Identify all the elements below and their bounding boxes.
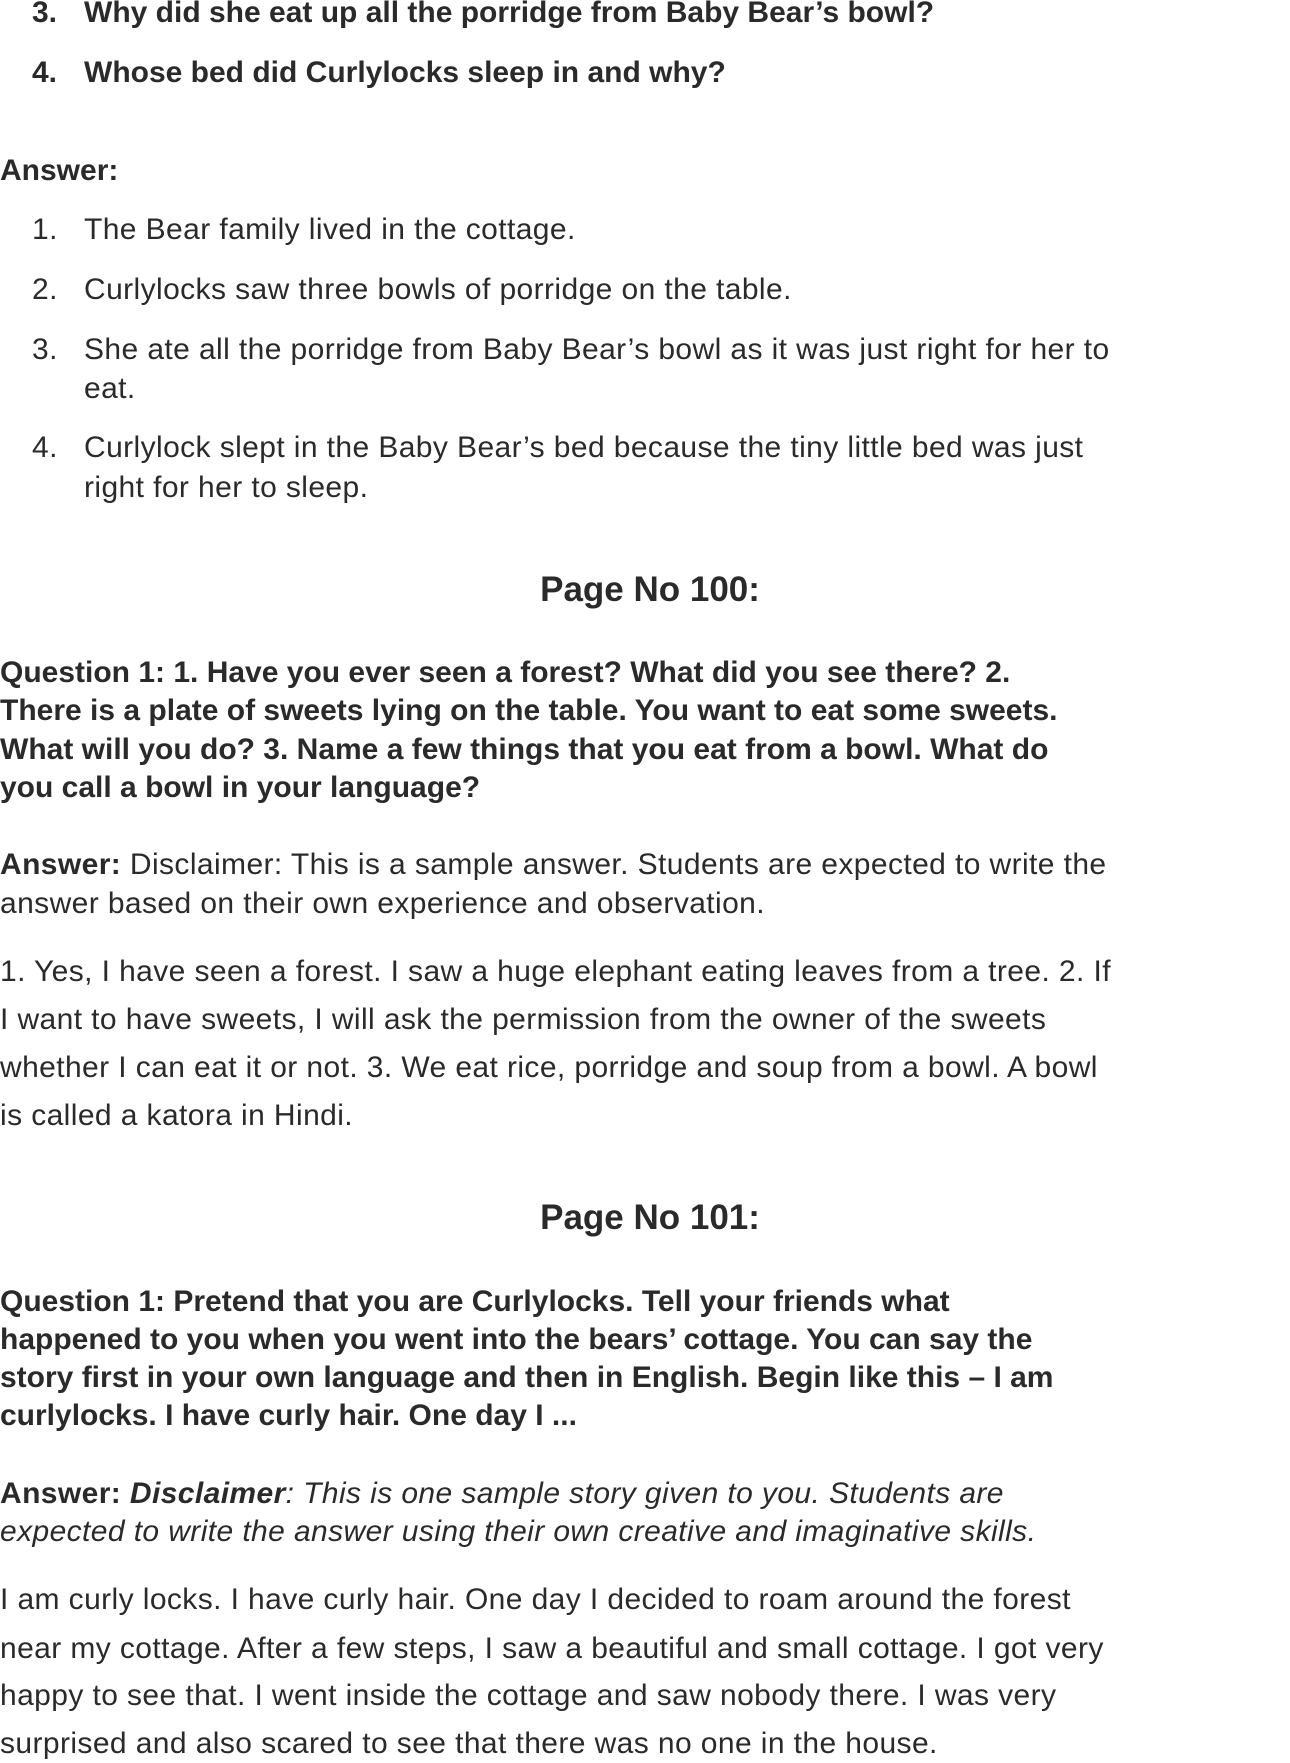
paragraph-line: is called a katora in Hindi. xyxy=(0,1099,354,1132)
page100-answer-line xyxy=(0,846,1107,884)
paragraph-line: happy to see that. I went inside the cottage and saw nobody there. I was very xyxy=(0,1679,1057,1712)
disclaimer-text: expected to write the answer using their own creative and imaginative skills. xyxy=(0,1515,1037,1548)
disclaimer-text: : This is one sample story given to you. Students are xyxy=(285,1477,1004,1510)
answer-text: She ate all the porridge from Baby Bear’s bowl as it was just right for her to xyxy=(84,333,1110,366)
disclaimer-label: Disclaimer xyxy=(129,1477,286,1510)
answer-text: eat. xyxy=(84,372,136,405)
paragraph-line: I want to have sweets, I will ask the permission from the owner of the sweets xyxy=(0,1003,1047,1036)
question-line: story first in your own language and then in English. Begin like this – I am xyxy=(0,1361,1054,1394)
page-heading-101: Page No 101: xyxy=(540,1198,760,1237)
answer-text: Curlylock slept in the Baby Bear’s bed because the tiny little bed was just xyxy=(84,431,1084,464)
question-line: There is a plate of sweets lying on the table. You want to eat some sweets. xyxy=(0,694,1058,727)
answer-text: The Bear family lived in the cottage. xyxy=(84,213,576,246)
answer-label: Answer: xyxy=(0,1477,130,1510)
question-line: happened to you when you went into the bears’ cottage. You can say the xyxy=(0,1323,1033,1356)
question-line: Question 1: 1. Have you ever seen a forest? What did you see there? 2. xyxy=(0,656,1011,689)
paragraph-line: I am curly locks. I have curly hair. One day I decided to roam around the forest xyxy=(0,1583,1071,1616)
question-number: 3. xyxy=(32,0,58,29)
answer-label: Answer: xyxy=(0,848,122,881)
paragraph-line: whether I can eat it or not. 3. We eat rice, porridge and soup from a bowl. A bowl xyxy=(0,1051,1098,1084)
question-line: Question 1: Pretend that you are Curlylocks. Tell your friends what xyxy=(0,1285,950,1318)
page101-answer-line xyxy=(0,1475,1004,1513)
question-text: Whose bed did Curlylocks sleep in and why? xyxy=(84,56,726,89)
answer-number: 1. xyxy=(32,213,58,246)
answer-number: 2. xyxy=(32,273,58,306)
question-number: 4. xyxy=(32,56,58,89)
paragraph-line: 1. Yes, I have seen a forest. I saw a huge elephant eating leaves from a tree. 2. If xyxy=(0,955,1111,988)
page-heading-100: Page No 100: xyxy=(540,570,760,609)
answer-text: right for her to sleep. xyxy=(84,471,369,504)
question-line: curlylocks. I have curly hair. One day I ... xyxy=(0,1399,577,1432)
disclaimer-text: Disclaimer: This is a sample answer. Students are expected to write the xyxy=(121,848,1107,881)
answer-text: Curlylocks saw three bowls of porridge on the table. xyxy=(84,273,792,306)
paragraph-line: near my cottage. After a few steps, I saw a beautiful and small cottage. I got very xyxy=(0,1632,1104,1665)
answer-number: 3. xyxy=(32,333,58,366)
paragraph-line: surprised and also scared to see that there was no one in the house. xyxy=(0,1727,938,1760)
answer-number: 4. xyxy=(32,431,58,464)
question-text: Why did she eat up all the porridge from Baby Bear’s bowl? xyxy=(84,0,935,29)
disclaimer-text: answer based on their own experience and observation. xyxy=(0,887,766,920)
answer-label: Answer: xyxy=(0,154,119,187)
question-line: What will you do? 3. Name a few things that you eat from a bowl. What do xyxy=(0,733,1049,766)
question-line: you call a bowl in your language? xyxy=(0,771,481,804)
